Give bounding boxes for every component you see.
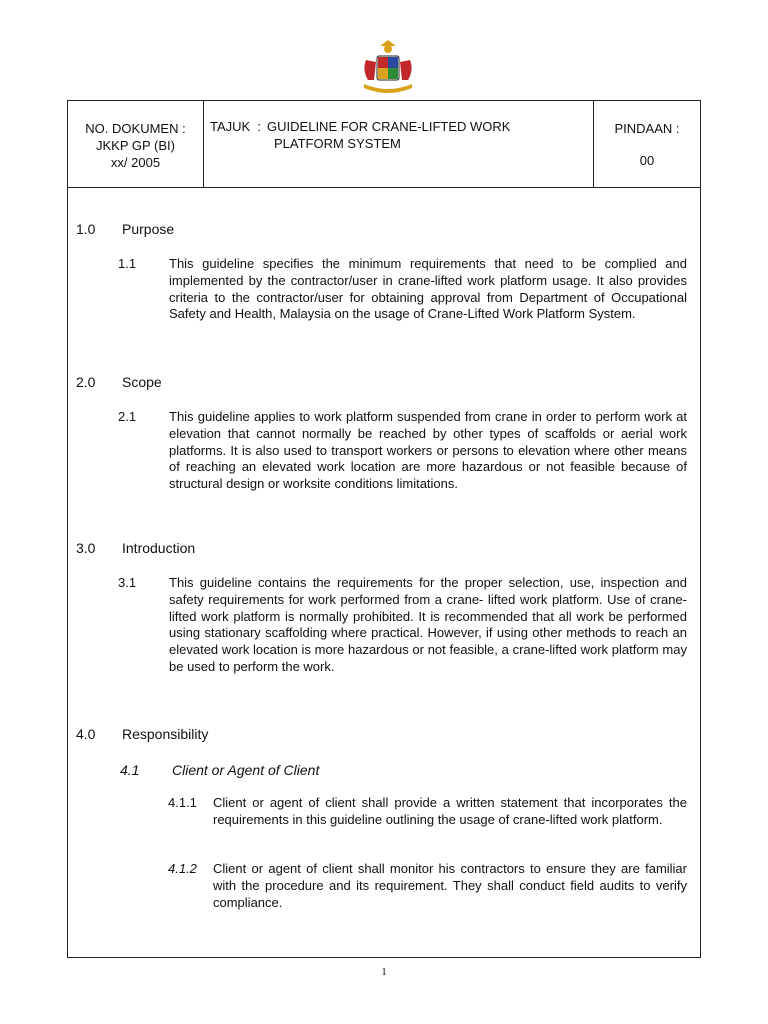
- title-label: TAJUK :: [210, 119, 262, 134]
- section-title: Responsibility: [122, 726, 209, 742]
- section-number: 4.0: [76, 726, 96, 742]
- title-line-2: PLATFORM SYSTEM: [274, 136, 401, 151]
- subsection-number: 4.1: [120, 762, 140, 778]
- clause-number: 1.1: [118, 256, 137, 271]
- subsection-title: Client or Agent of Client: [172, 762, 320, 778]
- clause-text: Client or agent of client shall provide a written statement that incorporates the requirements in this guideline outlining the usage of crane-lifted work platform.: [213, 795, 687, 827]
- section-heading-introduction: [76, 539, 195, 557]
- section-number: 3.0: [76, 540, 96, 556]
- clause-number: 4.1.1: [168, 795, 197, 810]
- clause-number: 2.1: [118, 409, 137, 424]
- revision-label: PINDAAN :: [614, 121, 680, 136]
- clause-1-1: [118, 256, 687, 323]
- revision-cell: [594, 101, 700, 187]
- clause-2-1: [118, 409, 687, 493]
- title-cell: [204, 101, 594, 187]
- title-line-1: GUIDELINE FOR CRANE-LIFTED WORK: [267, 119, 511, 134]
- section-heading-responsibility: [76, 725, 208, 743]
- clause-text: This guideline applies to work platform suspended from crane in order to perform work at elevation that cannot normally be reached by other types of scaffolds or aerial work platforms. It is also used to transport workers or persons to elevation where other means of reaching an elevated work location are more hazardous or not feasible because of structural design or worksite conditions limitations.: [169, 409, 687, 492]
- section-title: Purpose: [122, 221, 175, 237]
- section-number: 2.0: [76, 374, 96, 390]
- clause-4-1-1: [168, 795, 687, 829]
- clause-3-1: [118, 575, 687, 676]
- section-title: Scope: [122, 374, 162, 390]
- clause-4-1-2: [168, 861, 687, 911]
- section-heading-purpose: [76, 220, 174, 238]
- doc-number-label: NO. DOKUMEN :: [85, 121, 186, 136]
- clause-number: 4.1.2: [168, 861, 197, 876]
- doc-number-value: JKKP GP (BI): [96, 138, 175, 153]
- section-heading-scope: [76, 373, 162, 391]
- document-header: [68, 101, 700, 188]
- section-title: Introduction: [122, 540, 196, 556]
- clause-text: This guideline contains the requirements for the proper selection, use, inspection and safety requirements for work performed from a crane- lifted work platform. Use of crane-lifted work platform is normally prohibited. It is recommended that all work be performed using stationary scaffolding where practical. However, if using other methods to reach an elevated work location is more hazardous or not feasible, a crane-lifted work platform may be used to perform the work.: [169, 575, 687, 674]
- subsection-heading-4-1: [120, 761, 319, 779]
- doc-number-cell: [68, 101, 204, 187]
- clause-text: Client or agent of client shall monitor his contractors to ensure they are familiar with the procedure and its requirement. They shall conduct field audits to verify compliance.: [213, 861, 687, 910]
- clause-number: 3.1: [118, 575, 137, 590]
- revision-value: 00: [639, 153, 655, 168]
- clause-text: This guideline specifies the minimum requirements that need to be complied and implemented by the contractor/user in crane-lifted work platform usage. It also provides criteria to the contractor/user for obtaining approval from Department of Occupational Safety and Health, Malaysia on the usage of Crane-Lifted Work Platform System.: [169, 256, 687, 322]
- coat-of-arms-icon: [358, 40, 418, 96]
- page-number: 1: [381, 966, 387, 978]
- doc-number-year: xx/ 2005: [110, 155, 161, 170]
- document-frame: [67, 100, 701, 958]
- section-number: 1.0: [76, 221, 96, 237]
